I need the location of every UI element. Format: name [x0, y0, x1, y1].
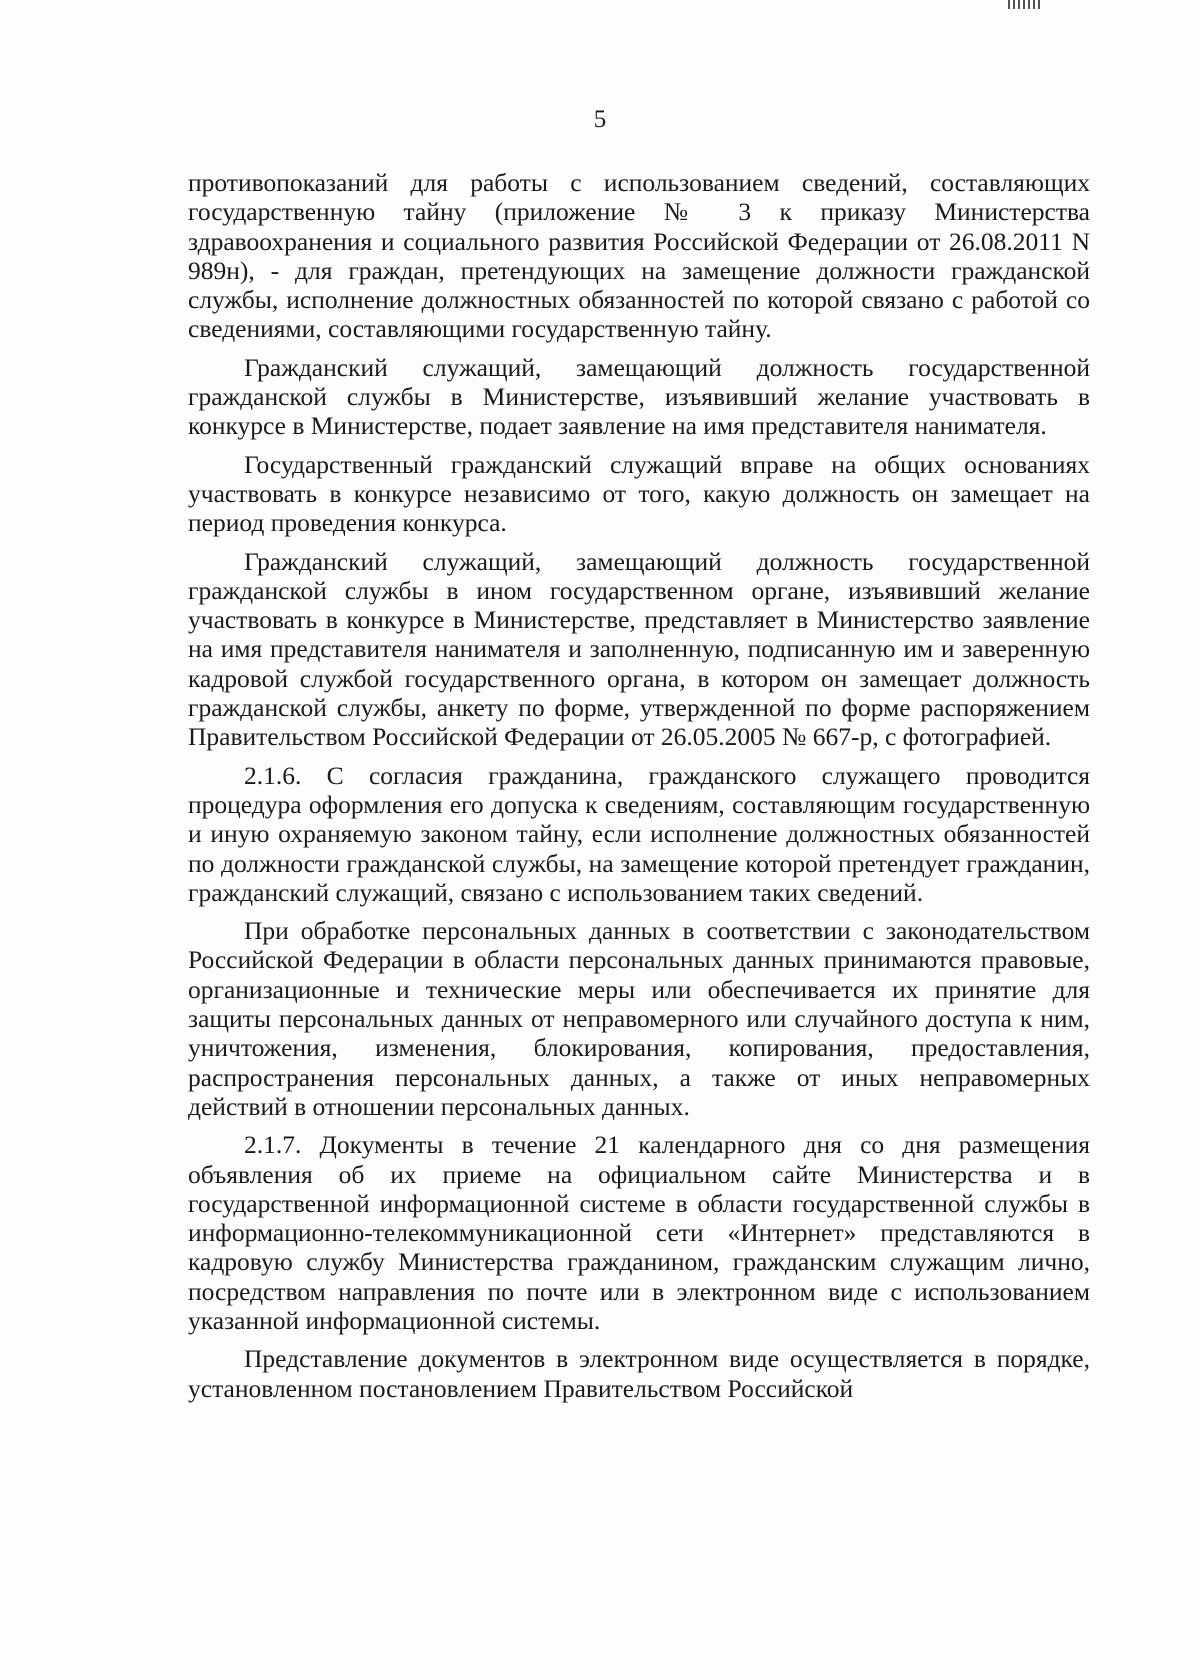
paragraph: Гражданский служащий, замещающий должность государственной гражданской службы в ином государственном органе, изъявивший желание участвовать в конкурсе в Министерстве, представляет в Министерство заявление на имя представителя нанимателя и заполненную, подписанную им и заверенную кадровой службой государственного органа, в котором он замещает должность гражданской службы, анкету по форме, утвержденной по форме распоряжением Правительством Российской Федерации от 26.05.2005 № 667-р, с фотографией.: [188, 546, 1090, 752]
paragraph: Государственный гражданский служащий вправе на общих основаниях участвовать в конкурсе независимо от того, какую должность он замещает на период проведения конкурса.: [188, 449, 1090, 538]
paragraph: Гражданский служащий, замещающий должность государственной гражданской службы в Министерстве, изъявивший желание участвовать в конкурсе в Министерстве, подает заявление на имя представителя нанимателя.: [188, 352, 1090, 441]
page-number: 5: [593, 106, 607, 133]
paragraph: Представление документов в электронном виде осуществляется в порядке, установленном постановлением Правительством Российской: [188, 1344, 1090, 1403]
scan-artifact-marks: [1008, 0, 1040, 10]
paragraph: При обработке персональных данных в соответствии с законодательством Российской Федерации в области персональных данных принимаются правовые, организационные и технические меры или обеспечивается их принятие для защиты персональных данных от неправомерного или случайного доступа к ним, уничтожения, изменения, блокирования, копирования, предоставления, распространения персональных данных, а также от иных неправомерных действий в отношении персональных данных.: [188, 916, 1090, 1121]
paragraph-section-2-1-7: 2.1.7. Документы в течение 21 календарного дня со дня размещения объявления об их приеме на официальном сайте Министерства и в государственной информационной системе в области государственной службы в информационно-телекоммуникационной сети «Интернет» представляются в кадровую службу Министерства гражданином, гражданским служащим лично, посредством направления по почте или в электронном виде с использованием указанной информационной системы.: [188, 1130, 1090, 1335]
paragraph-section-2-1-6: 2.1.6. С согласия гражданина, гражданского служащего проводится процедура оформления его допуска к сведениям, составляющим государственную и иную охраняемую законом тайну, если исполнение должностных обязанностей по должности гражданской службы, на замещение которой претендует гражданин, гражданский служащий, связано с использованием таких сведений.: [188, 760, 1090, 907]
paragraph-continuation: противопоказаний для работы с использованием сведений, составляющих государственную тайну (приложение № 3 к приказу Министерства здравоохранения и социального развития Российской Федерации от 26.08.2011 N 989н), - для граждан, претендующих на замещение должности гражданской службы, исполнение должностных обязанностей по которой связано с работой со сведениями, составляющими государственную тайну.: [188, 168, 1090, 344]
document-body: [188, 168, 1090, 1403]
